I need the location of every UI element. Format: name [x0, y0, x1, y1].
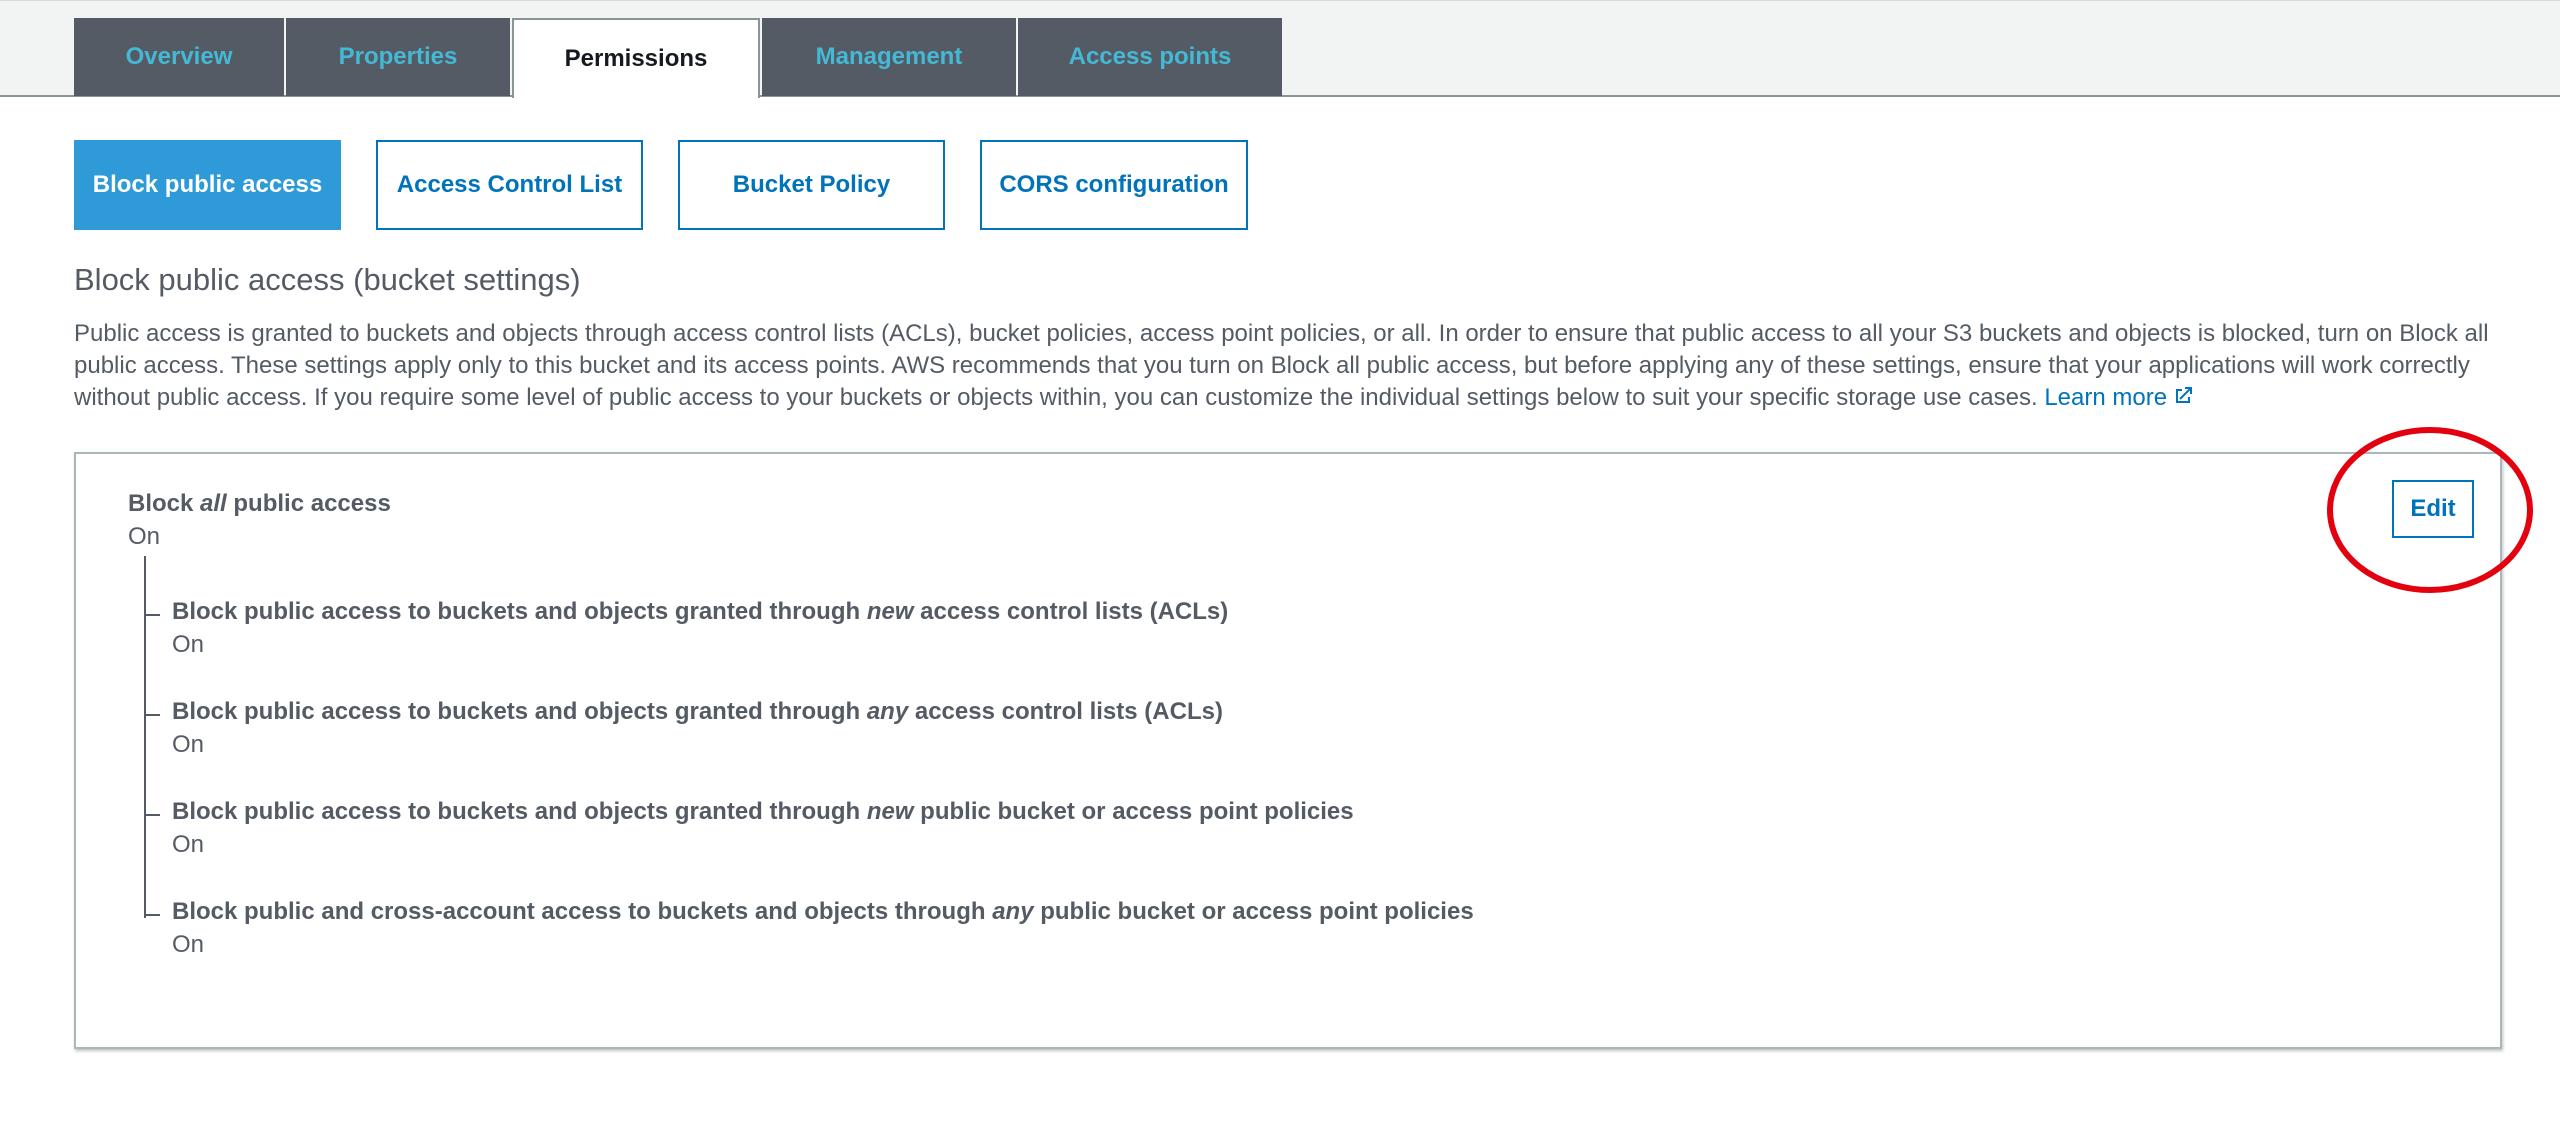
setting-any-policies-value: On [172, 931, 205, 958]
setting-any-policies-label: Block public and cross-account access to buckets and objects through any public bucket or access point policies [172, 898, 1474, 925]
external-link-icon [2171, 384, 2195, 408]
block-all-public-access-label: Block all public access [128, 490, 391, 517]
tree-connector [144, 556, 146, 918]
tree-branch [144, 714, 160, 716]
learn-more-label: Learn more [2044, 384, 2168, 411]
tab-permissions[interactable]: Permissions [512, 18, 760, 98]
setting-any-acls-value: On [172, 731, 205, 758]
tree-branch [144, 814, 160, 816]
bucket-policy-button[interactable]: Bucket Policy [678, 140, 945, 230]
tree-branch [144, 914, 160, 916]
access-control-list-button[interactable]: Access Control List [376, 140, 643, 230]
description-text: Public access is granted to buckets and objects through access control lists (ACLs), bucket policies, access point policies, or all. In order to ensure that public access to all your S3 buckets and objects is blocked, turn on Block all public access. These settings apply only to this bucket and its access points. AWS recommends that you turn on Block all public access, but before applying any of these settings, ensure that your applications will work correctly without public access. If you require some level of public access to your buckets or objects within, you can customize the individual settings below to suit your specific storage use cases. [74, 320, 2489, 411]
tab-management[interactable]: Management [762, 18, 1016, 96]
setting-new-acls-label: Block public access to buckets and objects granted through new access control lists (ACLs) [172, 598, 1229, 625]
tab-properties[interactable]: Properties [286, 18, 510, 96]
setting-any-acls-label: Block public access to buckets and objects granted through any access control lists (ACLs) [172, 698, 1223, 725]
block-all-public-access-value: On [128, 523, 161, 550]
cors-configuration-button[interactable]: CORS configuration [980, 140, 1248, 230]
tab-access-points[interactable]: Access points [1018, 18, 1282, 96]
section-title: Block public access (bucket settings) [74, 262, 581, 297]
settings-panel [74, 452, 2502, 1049]
edit-button[interactable]: Edit [2392, 480, 2474, 538]
section-description [74, 318, 2494, 414]
setting-new-acls-value: On [172, 631, 205, 658]
learn-more-link[interactable] [2044, 384, 2195, 411]
tab-bar [0, 0, 2560, 97]
setting-new-policies-label: Block public access to buckets and objects granted through new public bucket or access point policies [172, 798, 1354, 825]
setting-new-policies-value: On [172, 831, 205, 858]
tree-branch [144, 614, 160, 616]
block-public-access-button[interactable]: Block public access [74, 140, 341, 230]
tab-overview[interactable]: Overview [74, 18, 284, 96]
